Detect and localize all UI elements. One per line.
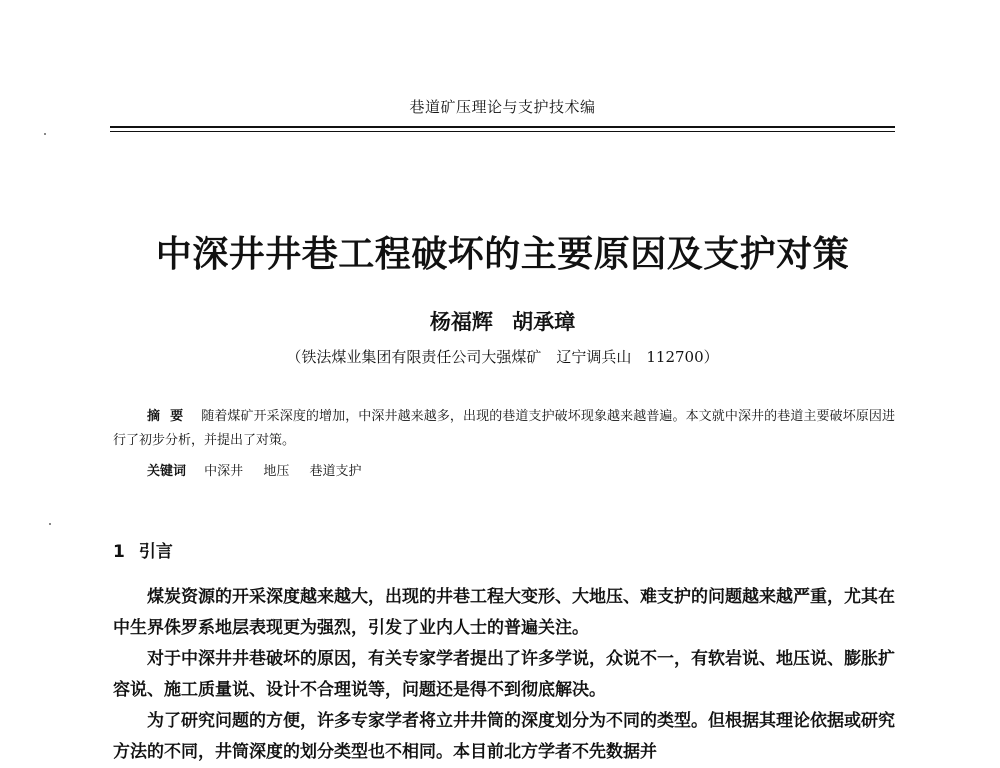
body-paragraph: 为了研究问题的方便，许多专家学者将立井井筒的深度划分为不同的类型。但根据其理论依据或研究方法的不同，井筒深度的划分类型也不相同。本目前北方学者不先数据并: [113, 711, 895, 762]
section-heading: [113, 537, 173, 562]
header-rule-thick: [110, 126, 895, 128]
body-paragraph: 煤炭资源的开采深度越来越大，出现的井巷工程大变形、大地压、难支护的问题越来越严重，尤其在中生界侏罗系地层表现更为强烈，引发了业内人士的普遍关注。: [113, 587, 895, 638]
keyword: 中深井: [204, 464, 244, 479]
author-name: 胡承璋: [512, 309, 576, 334]
paper-title: 中深井井巷工程破坏的主要原因及支护对策: [155, 234, 850, 275]
section-title: 引言: [138, 542, 173, 562]
abstract-text: 随着煤矿开采深度的增加，中深井越来越多，出现的巷道支护破坏现象越来越普遍。本文就中深井的巷道主要破坏原因进行了初步分析，并提出了对策。: [113, 409, 895, 448]
scan-speck: [49, 523, 51, 525]
author-list: [110, 306, 895, 336]
running-header: 巷道矿压理论与支护技术编: [409, 98, 596, 116]
keyword: 地压: [263, 464, 290, 479]
abstract: [113, 405, 895, 453]
section-number: 1: [113, 542, 125, 562]
body-paragraph: 对于中深井井巷破坏的原因，有关专家学者提出了许多学说，众说不一，有软岩说、地压说、膨胀扩容说、施工质量说、设计不合理说等，问题还是得不到彻底解决。: [113, 649, 895, 700]
abstract-label: 摘要: [147, 409, 194, 424]
scan-speck: [44, 133, 46, 135]
keyword: 巷道支护: [309, 464, 362, 479]
keywords: [147, 460, 377, 479]
keywords-label: 关键词: [147, 464, 187, 479]
author-name: 杨福辉: [429, 309, 493, 334]
body-text: [113, 582, 895, 768]
header-rule-thin: [110, 131, 895, 132]
author-affiliation: （铁法煤业集团有限责任公司大强煤矿 辽宁调兵山 112700）: [286, 348, 719, 366]
